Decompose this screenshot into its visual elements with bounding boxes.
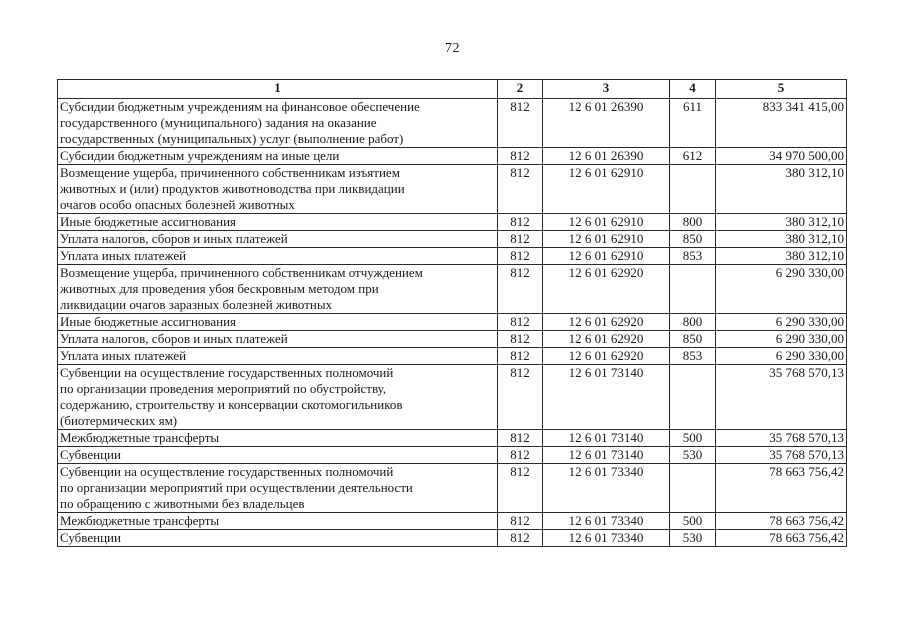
cell-expense-type: 850 xyxy=(670,231,716,248)
cell-expense-type xyxy=(670,265,716,314)
cell-name: Субвенции на осуществление государственных полномочий по организации мероприятий при осуществлении деятельности по обращению с животными без владельцев xyxy=(58,464,498,513)
table-row xyxy=(58,348,847,365)
cell-amount: 380 312,10 xyxy=(716,214,847,231)
cell-target-article: 12 6 01 73340 xyxy=(543,530,670,547)
cell-amount: 35 768 570,13 xyxy=(716,365,847,430)
cell-name: Субсидии бюджетным учреждениям на финансовое обеспечение государственного (муниципального) задания на оказание государственных (муниципальных) услуг (выполнение работ) xyxy=(58,99,498,148)
cell-amount: 78 663 756,42 xyxy=(716,513,847,530)
table-row xyxy=(58,464,847,513)
cell-ministry-code: 812 xyxy=(498,513,543,530)
cell-target-article: 12 6 01 62920 xyxy=(543,348,670,365)
cell-ministry-code: 812 xyxy=(498,99,543,148)
cell-target-article: 12 6 01 62910 xyxy=(543,165,670,214)
cell-ministry-code: 812 xyxy=(498,464,543,513)
cell-ministry-code: 812 xyxy=(498,530,543,547)
cell-ministry-code: 812 xyxy=(498,248,543,265)
cell-ministry-code: 812 xyxy=(498,331,543,348)
cell-ministry-code: 812 xyxy=(498,314,543,331)
cell-name: Возмещение ущерба, причиненного собственникам изъятием животных и (или) продуктов животноводства при ликвидации очагов особо опасных болезней животных xyxy=(58,165,498,214)
cell-ministry-code: 812 xyxy=(498,365,543,430)
table-row xyxy=(58,165,847,214)
column-header-5: 5 xyxy=(716,80,847,99)
cell-target-article: 12 6 01 62920 xyxy=(543,265,670,314)
cell-target-article: 12 6 01 73140 xyxy=(543,365,670,430)
cell-name: Возмещение ущерба, причиненного собственникам отчуждением животных для проведения убоя бескровным методом при ликвидации очагов заразных болезней животных xyxy=(58,265,498,314)
cell-amount: 78 663 756,42 xyxy=(716,464,847,513)
table-row xyxy=(58,214,847,231)
table-row xyxy=(58,231,847,248)
cell-target-article: 12 6 01 62910 xyxy=(543,214,670,231)
cell-expense-type xyxy=(670,464,716,513)
column-header-4: 4 xyxy=(670,80,716,99)
cell-amount: 380 312,10 xyxy=(716,165,847,214)
cell-name: Иные бюджетные ассигнования xyxy=(58,314,498,331)
cell-expense-type: 853 xyxy=(670,348,716,365)
cell-name: Иные бюджетные ассигнования xyxy=(58,214,498,231)
column-header-3: 3 xyxy=(543,80,670,99)
cell-ministry-code: 812 xyxy=(498,165,543,214)
cell-amount: 78 663 756,42 xyxy=(716,530,847,547)
table-row xyxy=(58,513,847,530)
table-row xyxy=(58,265,847,314)
budget-table xyxy=(57,79,847,547)
cell-ministry-code: 812 xyxy=(498,265,543,314)
cell-target-article: 12 6 01 62910 xyxy=(543,248,670,265)
cell-amount: 35 768 570,13 xyxy=(716,447,847,464)
cell-amount: 833 341 415,00 xyxy=(716,99,847,148)
table-row xyxy=(58,530,847,547)
cell-target-article: 12 6 01 62910 xyxy=(543,231,670,248)
cell-target-article: 12 6 01 73140 xyxy=(543,430,670,447)
cell-expense-type: 800 xyxy=(670,214,716,231)
table-body xyxy=(58,99,847,547)
cell-expense-type: 611 xyxy=(670,99,716,148)
table-row xyxy=(58,314,847,331)
cell-expense-type: 853 xyxy=(670,248,716,265)
cell-expense-type: 530 xyxy=(670,530,716,547)
cell-amount: 6 290 330,00 xyxy=(716,265,847,314)
cell-expense-type: 500 xyxy=(670,513,716,530)
table-row xyxy=(58,331,847,348)
cell-name: Уплата налогов, сборов и иных платежей xyxy=(58,331,498,348)
cell-ministry-code: 812 xyxy=(498,430,543,447)
cell-name: Межбюджетные трансферты xyxy=(58,513,498,530)
cell-amount: 35 768 570,13 xyxy=(716,430,847,447)
table-row xyxy=(58,365,847,430)
table-header-row xyxy=(58,80,847,99)
cell-target-article: 12 6 01 73340 xyxy=(543,464,670,513)
cell-name: Субвенции на осуществление государственных полномочий по организации проведения мероприятий по обустройству, содержанию, строительству и консервации скотомогильников (биотермических ям) xyxy=(58,365,498,430)
cell-target-article: 12 6 01 62920 xyxy=(543,314,670,331)
cell-amount: 6 290 330,00 xyxy=(716,331,847,348)
cell-ministry-code: 812 xyxy=(498,231,543,248)
cell-amount: 380 312,10 xyxy=(716,248,847,265)
table-row xyxy=(58,447,847,464)
table-row xyxy=(58,148,847,165)
cell-name: Уплата налогов, сборов и иных платежей xyxy=(58,231,498,248)
cell-amount: 6 290 330,00 xyxy=(716,314,847,331)
cell-ministry-code: 812 xyxy=(498,214,543,231)
cell-name: Уплата иных платежей xyxy=(58,348,498,365)
table-row xyxy=(58,99,847,148)
cell-amount: 6 290 330,00 xyxy=(716,348,847,365)
cell-target-article: 12 6 01 73340 xyxy=(543,513,670,530)
table-row xyxy=(58,430,847,447)
column-header-2: 2 xyxy=(498,80,543,99)
cell-target-article: 12 6 01 62920 xyxy=(543,331,670,348)
cell-expense-type: 800 xyxy=(670,314,716,331)
cell-name: Уплата иных платежей xyxy=(58,248,498,265)
cell-expense-type xyxy=(670,165,716,214)
cell-target-article: 12 6 01 26390 xyxy=(543,99,670,148)
column-header-1: 1 xyxy=(58,80,498,99)
cell-amount: 380 312,10 xyxy=(716,231,847,248)
cell-ministry-code: 812 xyxy=(498,348,543,365)
cell-ministry-code: 812 xyxy=(498,148,543,165)
cell-name: Межбюджетные трансферты xyxy=(58,430,498,447)
cell-amount: 34 970 500,00 xyxy=(716,148,847,165)
page-number: 72 xyxy=(445,41,460,56)
cell-name: Субсидии бюджетным учреждениям на иные цели xyxy=(58,148,498,165)
cell-target-article: 12 6 01 26390 xyxy=(543,148,670,165)
cell-target-article: 12 6 01 73140 xyxy=(543,447,670,464)
cell-expense-type xyxy=(670,365,716,430)
cell-name: Субвенции xyxy=(58,530,498,547)
cell-name: Субвенции xyxy=(58,447,498,464)
cell-ministry-code: 812 xyxy=(498,447,543,464)
cell-expense-type: 530 xyxy=(670,447,716,464)
cell-expense-type: 850 xyxy=(670,331,716,348)
cell-expense-type: 612 xyxy=(670,148,716,165)
table-row xyxy=(58,248,847,265)
cell-expense-type: 500 xyxy=(670,430,716,447)
